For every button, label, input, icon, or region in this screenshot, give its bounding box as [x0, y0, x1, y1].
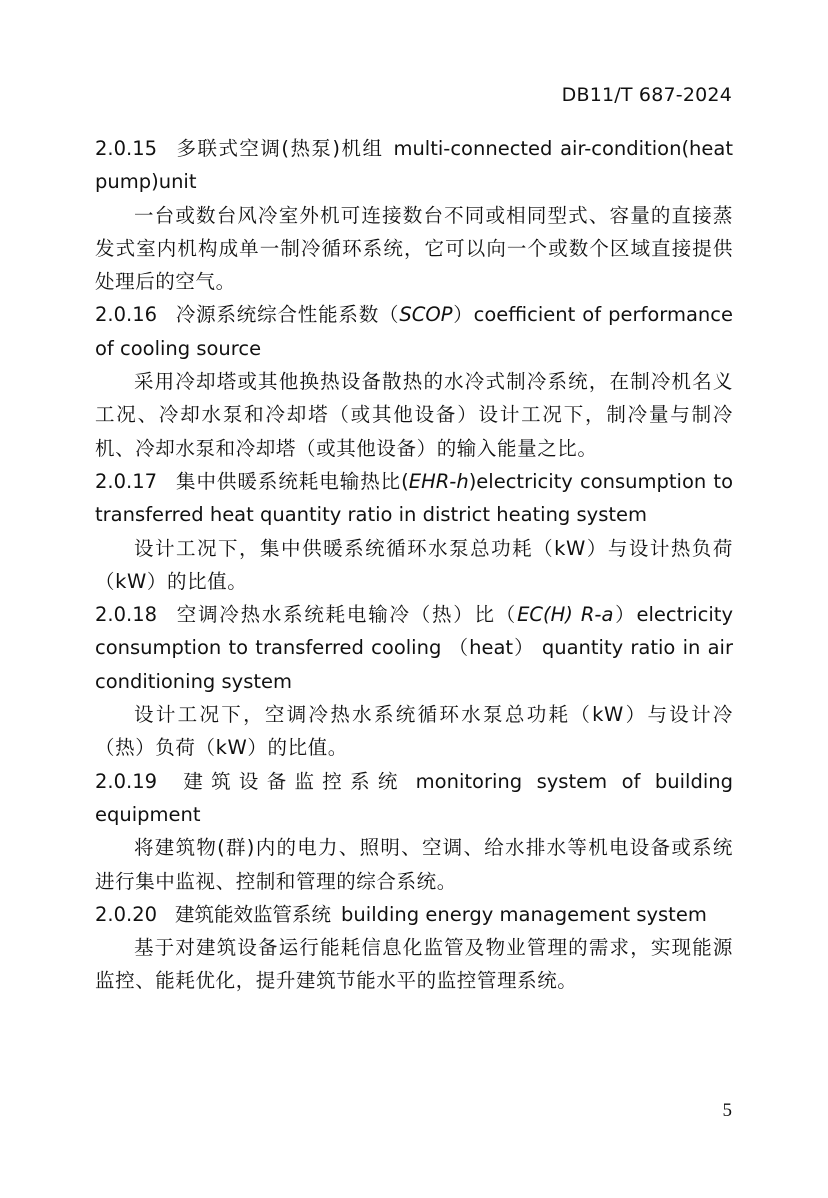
term-definition: 设计工况下，空调冷热水系统循环水泵总功耗（kW）与设计冷（热）负荷（kW）的比值。 [95, 703, 733, 760]
term-chinese-close: ） [452, 303, 474, 327]
term-number: 2.0.19 [95, 769, 158, 793]
page-number: 5 [722, 1100, 732, 1121]
term-heading [95, 132, 733, 199]
term-definition: 基于对建筑设备运行能耗信息化监管及物业管理的需求，实现能源监控、能耗优化，提升建筑节能水平的监控管理系统。 [95, 936, 733, 993]
term-entry [95, 132, 733, 298]
term-english: electricity consumption to transferred heat quantity ratio in district heating system [95, 469, 733, 527]
term-heading [95, 465, 733, 532]
document-code: DB11/T 687-2024 [561, 84, 732, 106]
term-definition: 采用冷却塔或其他换热设备散热的水冷式制冷系统，在制冷机名义工况、冷却水泵和冷却塔（或其他设备）设计工况下，制冷量与制冷机、冷却水泵和冷却塔（或其他设备）的输入能量之比。 [95, 370, 733, 460]
term-heading [95, 765, 733, 832]
term-heading [95, 298, 733, 365]
term-chinese: 多联式空调(热泵)机组 [175, 137, 384, 160]
term-entry [95, 465, 733, 598]
term-english: multi-connected air-condition(heat pump)unit [95, 137, 733, 194]
term-number: 2.0.16 [95, 303, 158, 327]
term-definition: 设计工况下，集中供暖系统循环水泵总功耗（kW）与设计热负荷（kW）的比值。 [95, 536, 733, 593]
term-entry [95, 298, 733, 464]
term-english: monitoring system of building equipment [95, 769, 733, 826]
term-english: electricity consumption to transferred cooling （heat） quantity ratio in air conditioning system [95, 603, 733, 693]
term-chinese: 集中供暖系统耗电输热比( [175, 469, 409, 493]
term-entry [95, 598, 733, 764]
term-chinese-close: ） [613, 603, 637, 627]
term-number: 2.0.20 [95, 902, 158, 926]
term-chinese-close: ) [468, 469, 477, 493]
term-chinese: 空调冷热水系统耗电输冷（热）比（ [175, 603, 518, 627]
term-heading [95, 598, 733, 698]
term-entry [95, 765, 733, 898]
term-entry [95, 898, 733, 998]
term-chinese: 建筑能效监管系统 [175, 902, 332, 926]
term-chinese: 冷源系统综合性能系数（ [175, 303, 400, 327]
term-abbreviation: EHR-h [408, 469, 469, 493]
term-number: 2.0.18 [95, 603, 158, 627]
term-number: 2.0.17 [95, 469, 158, 493]
term-chinese: 建筑设备监控系统 [175, 769, 406, 793]
term-abbreviation-ec: EC [517, 603, 543, 627]
term-abbreviation-h: (H) [543, 603, 573, 627]
term-definition: 一台或数台风冷室外机可连接数台不同或相同型式、容量的直接蒸发式室内机构成单一制冷循环系统，它可以向一个或数个区域直接提供处理后的空气。 [95, 203, 733, 294]
term-number: 2.0.15 [95, 137, 158, 160]
term-definition: 将建筑物(群)内的电力、照明、空调、给水排水等机电设备或系统进行集中监视、控制和管理的综合系统。 [95, 836, 733, 893]
term-abbreviation: SCOP [399, 303, 453, 327]
term-definitions [95, 132, 733, 998]
term-heading [95, 898, 733, 931]
term-abbreviation-ra: R-a [580, 603, 614, 627]
term-english: building energy management system [341, 902, 707, 926]
term-english: coefficient of performance of cooling source [95, 303, 733, 360]
